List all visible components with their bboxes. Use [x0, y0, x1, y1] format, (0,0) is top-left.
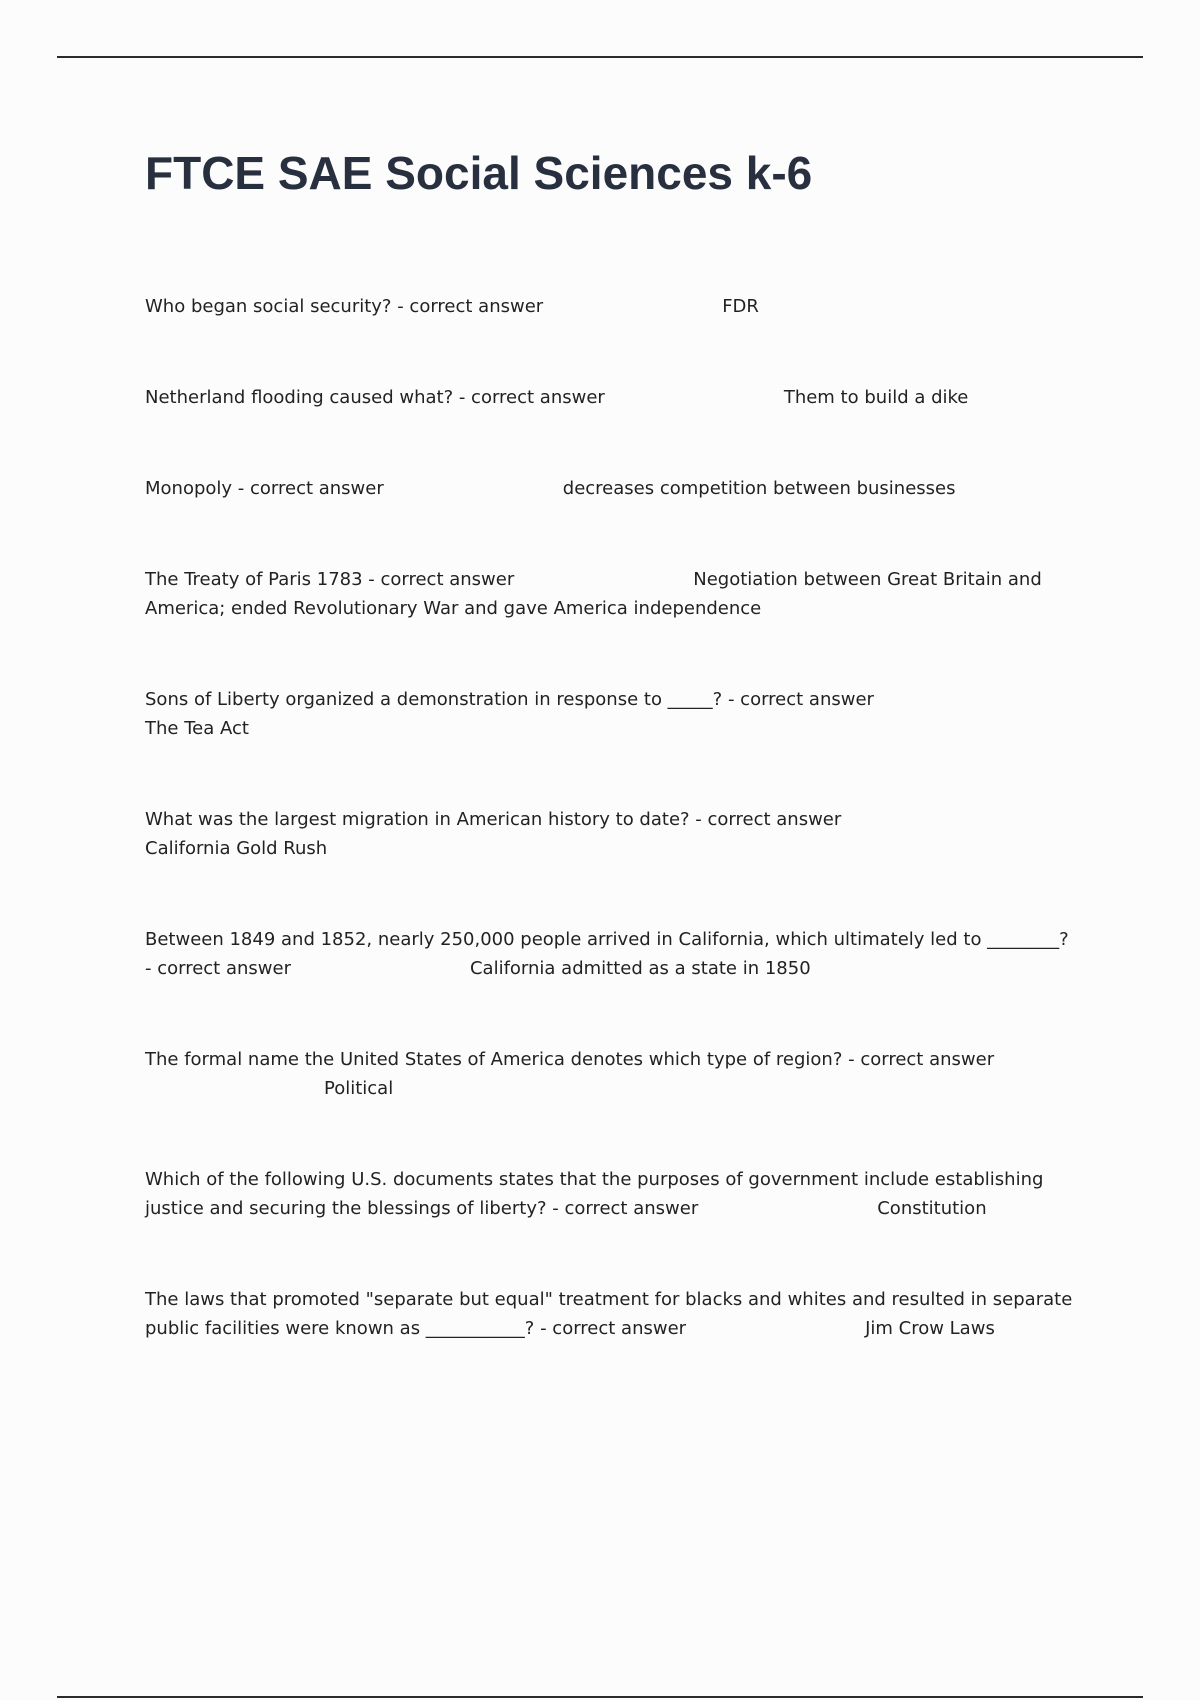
answer-text: Them to build a dike	[783, 387, 969, 408]
question-text: Sons of Liberty organized a demonstration in response to _____? - correct answer	[145, 689, 874, 710]
qa-item-5	[145, 685, 1080, 743]
question-text: The formal name the United States of America denotes which type of region? - correct answer	[145, 1049, 995, 1070]
answer-text: FDR	[722, 296, 759, 317]
qa-item-10	[145, 1285, 1080, 1343]
answer-text: Constitution	[877, 1198, 987, 1219]
question-text: Who began social security? - correct answer	[145, 296, 544, 317]
answer-text: California Gold Rush	[145, 838, 328, 859]
qa-item-3	[145, 474, 1080, 503]
qa-item-4	[145, 565, 1080, 623]
qa-item-2	[145, 383, 1080, 412]
question-text: Between 1849 and 1852, nearly 250,000 people arrived in California, which ultimately led to ________? - correct answer	[145, 929, 1075, 979]
answer-text: decreases competition between businesses	[562, 478, 956, 499]
top-rule	[57, 56, 1143, 58]
answer-text: Jim Crow Laws	[865, 1318, 995, 1339]
bottom-rule	[57, 1696, 1143, 1698]
question-text: Which of the following U.S. documents states that the purposes of government include establishing justice and securing the blessings of liberty? - correct answer	[145, 1169, 1050, 1219]
answer-text: The Tea Act	[145, 718, 249, 739]
qa-item-6	[145, 805, 1080, 863]
question-text: Monopoly - correct answer	[145, 478, 384, 499]
question-text: Netherland flooding caused what? - correct answer	[145, 387, 605, 408]
answer-text: California admitted as a state in 1850	[469, 958, 811, 979]
qa-item-7	[145, 925, 1080, 983]
qa-item-8	[145, 1045, 1080, 1103]
qa-item-9	[145, 1165, 1080, 1223]
document-title: FTCE SAE Social Sciences k-6	[145, 147, 813, 199]
answer-text: Political	[324, 1078, 394, 1099]
qa-item-1	[145, 292, 1080, 321]
question-text: The Treaty of Paris 1783 - correct answer	[145, 569, 515, 590]
question-text: The laws that promoted "separate but equal" treatment for blacks and whites and resulted in separate public facilities were known as ___________? - correct answer	[145, 1289, 1079, 1339]
question-text: What was the largest migration in American history to date? - correct answer	[145, 809, 842, 830]
answer-text: Negotiation between Great Britain and America; ended Revolutionary War and gave America independence	[145, 569, 1048, 619]
